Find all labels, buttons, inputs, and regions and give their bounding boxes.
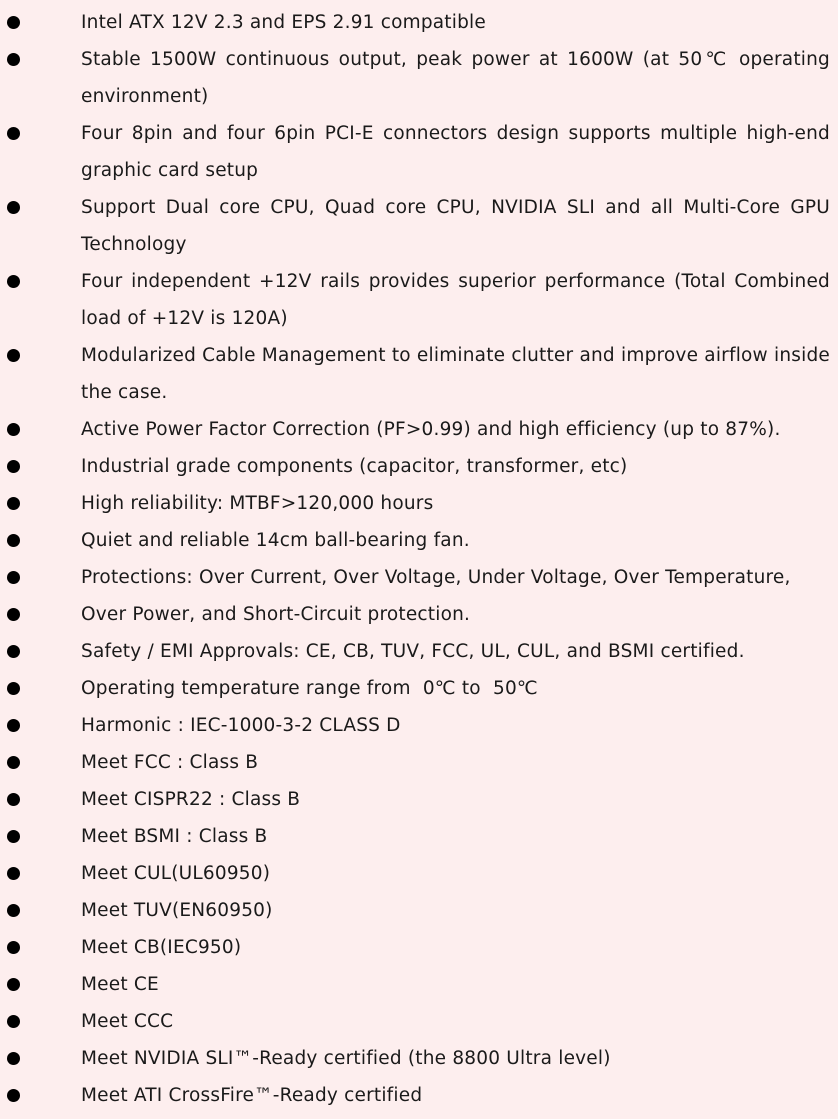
feature-text: Over Power, and Short-Circuit protection. (81, 604, 471, 625)
feature-text: Meet ATI CrossFire™-Ready certified (81, 1085, 423, 1106)
bullet-icon (7, 645, 20, 658)
list-item (0, 115, 838, 189)
bullet-icon (7, 978, 20, 991)
feature-text: Meet CISPR22 : Class B (81, 789, 301, 810)
bullet-icon (7, 941, 20, 954)
feature-text: Meet FCC : Class B (81, 752, 259, 773)
list-item (0, 633, 838, 670)
list-item (0, 448, 838, 485)
list-item (0, 818, 838, 855)
bullet-icon (7, 16, 20, 29)
feature-text: Meet NVIDIA SLI™-Ready certified (the 8800 Ultra level) (81, 1048, 611, 1069)
feature-text: Active Power Factor Correction (PF>0.99) and high efficiency (up to 87%). (81, 419, 781, 440)
bullet-icon (7, 534, 20, 547)
feature-text: Support Dual core CPU, Quad core CPU, NVIDIA SLI and all Multi-Core GPU Technology (81, 197, 830, 255)
list-item (0, 744, 838, 781)
feature-text: Protections: Over Current, Over Voltage, Under Voltage, Over Temperature, (81, 567, 791, 588)
list-item (0, 670, 838, 707)
feature-text: Four 8pin and four 6pin PCI-E connectors design supports multiple high-end graphic card setup (81, 123, 830, 181)
bullet-icon (7, 275, 20, 288)
bullet-icon (7, 719, 20, 732)
bullet-icon (7, 571, 20, 584)
bullet-icon (7, 1052, 20, 1065)
list-item (0, 189, 838, 263)
list-item (0, 596, 838, 633)
bullet-icon (7, 460, 20, 473)
list-item (0, 559, 838, 596)
list-item (0, 929, 838, 966)
bullet-icon (7, 608, 20, 621)
list-item (0, 522, 838, 559)
feature-text: Intel ATX 12V 2.3 and EPS 2.91 compatible (81, 12, 486, 33)
feature-text: Meet CE (81, 974, 159, 995)
list-item (0, 781, 838, 818)
list-item (0, 892, 838, 929)
feature-text: Modularized Cable Management to eliminate clutter and improve airflow inside the case. (81, 345, 830, 403)
list-item (0, 337, 838, 411)
bullet-icon (7, 793, 20, 806)
feature-text: Meet CB(IEC950) (81, 937, 242, 958)
feature-text: Stable 1500W continuous output, peak power at 1600W (at 50℃ operating environment) (81, 49, 830, 107)
feature-text: Industrial grade components (capacitor, transformer, etc) (81, 456, 628, 477)
list-item (0, 263, 838, 337)
list-item (0, 1003, 838, 1040)
bullet-icon (7, 497, 20, 510)
bullet-icon (7, 201, 20, 214)
bullet-icon (7, 1089, 20, 1102)
feature-text: Meet CUL(UL60950) (81, 863, 271, 884)
bullet-icon (7, 1015, 20, 1028)
list-item (0, 855, 838, 892)
bullet-icon (7, 682, 20, 695)
bullet-icon (7, 349, 20, 362)
list-item (0, 485, 838, 522)
bullet-icon (7, 53, 20, 66)
bullet-icon (7, 867, 20, 880)
bullet-icon (7, 830, 20, 843)
feature-text: Safety / EMI Approvals: CE, CB, TUV, FCC, UL, CUL, and BSMI certified. (81, 641, 745, 662)
bullet-icon (7, 423, 20, 436)
feature-text: High reliability: MTBF>120,000 hours (81, 493, 434, 514)
feature-text: Operating temperature range from 0℃ to 50℃ (81, 678, 538, 699)
list-item (0, 4, 838, 41)
list-item (0, 707, 838, 744)
feature-text: Meet TUV(EN60950) (81, 900, 273, 921)
list-item (0, 1040, 838, 1077)
feature-text: Four independent +12V rails provides superior performance (Total Combined load of +12V is 120A) (81, 271, 830, 329)
feature-text: Quiet and reliable 14cm ball-bearing fan. (81, 530, 470, 551)
list-item (0, 41, 838, 115)
bullet-icon (7, 127, 20, 140)
list-item (0, 411, 838, 448)
bullet-icon (7, 756, 20, 769)
list-item (0, 966, 838, 1003)
feature-text: Meet CCC (81, 1011, 174, 1032)
feature-text: Harmonic : IEC-1000-3-2 CLASS D (81, 715, 401, 736)
list-item (0, 1077, 838, 1114)
bullet-icon (7, 904, 20, 917)
feature-text: Meet BSMI : Class B (81, 826, 268, 847)
